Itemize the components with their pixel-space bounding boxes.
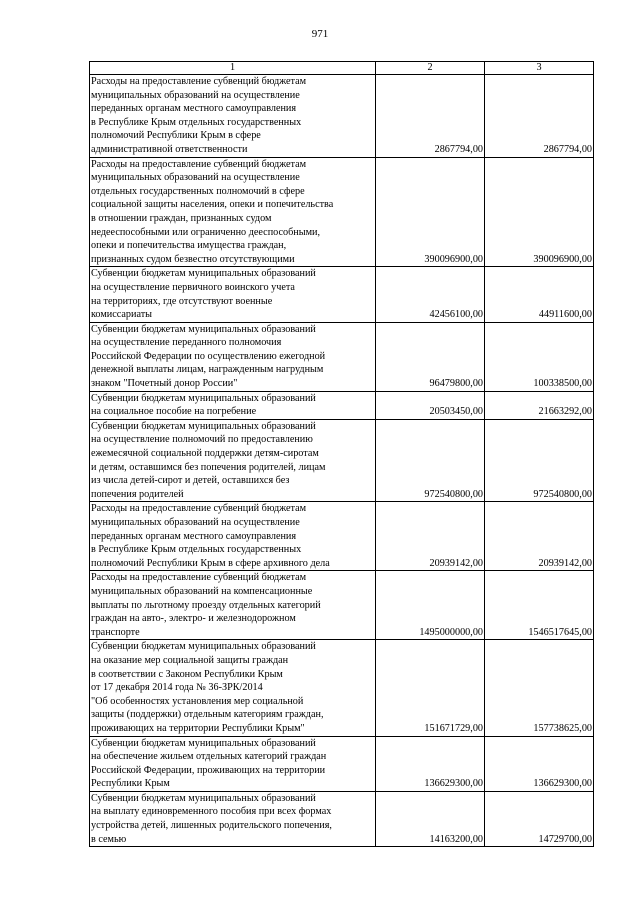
row-value-col3: 20939142,00 <box>485 502 594 571</box>
row-description: Субвенции бюджетам муниципальных образований на осуществление первичного воинского учета на территориях, где отсутствуют военные комиссариаты <box>90 267 376 322</box>
row-value-col3: 21663292,00 <box>485 391 594 419</box>
row-value-col2: 972540800,00 <box>376 419 485 502</box>
table-row <box>90 791 594 846</box>
table-row <box>90 571 594 640</box>
row-value-col3: 100338500,00 <box>485 322 594 391</box>
row-value-col3: 1546517645,00 <box>485 571 594 640</box>
table-row <box>90 322 594 391</box>
row-description: Субвенции бюджетам муниципальных образований на оказание мер социальной защиты граждан в соответствии с Законом Республики Крым от 17 декабря 2014 года № 36-ЗРК/2014 "Об особенностях установления мер социальной защиты (поддержки) отдельным категориям граждан, проживающих на территории Республики Крым" <box>90 640 376 736</box>
row-description: Расходы на предоставление субвенций бюджетам муниципальных образований на компенсационные выплаты по льготному проезду отдельных категорий граждан на авто-, электро- и железнодорожном транспорте <box>90 571 376 640</box>
row-description: Расходы на предоставление субвенций бюджетам муниципальных образований на осуществление переданных органам местного самоуправления в Республике Крым отдельных государственных полномочий Республики Крым в сфере административной ответственности <box>90 75 376 158</box>
table-row <box>90 157 594 267</box>
row-value-col3: 390096900,00 <box>485 157 594 267</box>
table-header-row <box>90 62 594 75</box>
row-description: Расходы на предоставление субвенций бюджетам муниципальных образований на осуществление отдельных государственных полномочий в сфере социальной защиты населения, опеки и попечительства в отношении граждан, признанных судом недееспособными или ограниченно дееспособными, опеки и попечительства имущества граждан, признанных судом безвестно отсутствующими <box>90 157 376 267</box>
row-value-col2: 136629300,00 <box>376 736 485 791</box>
table-row <box>90 502 594 571</box>
budget-table <box>89 61 594 847</box>
row-description: Субвенции бюджетам муниципальных образований на выплату единовременного пособия при всех формах устройства детей, лишенных родительского попечения, в семью <box>90 791 376 846</box>
table-row <box>90 391 594 419</box>
page-number: 971 <box>311 28 329 40</box>
row-description: Субвенции бюджетам муниципальных образований на осуществление переданного полномочия Российской Федерации по осуществлению ежегодной денежной выплаты лицам, награжденным нагрудным знаком "Почетный донор России" <box>90 322 376 391</box>
row-value-col3: 44911600,00 <box>485 267 594 322</box>
row-value-col2: 20503450,00 <box>376 391 485 419</box>
row-value-col2: 390096900,00 <box>376 157 485 267</box>
row-value-col3: 157738625,00 <box>485 640 594 736</box>
row-value-col2: 151671729,00 <box>376 640 485 736</box>
row-value-col2: 96479800,00 <box>376 322 485 391</box>
column-header-2: 2 <box>376 62 485 75</box>
table-row <box>90 75 594 158</box>
row-description: Субвенции бюджетам муниципальных образований на осуществление полномочий по предоставлению ежемесячной социальной поддержки детям-сиротам и детям, оставшимся без попечения родителей, лицам из числа детей-сирот и детей, оставшихся без попечения родителей <box>90 419 376 502</box>
row-description: Субвенции бюджетам муниципальных образований на социальное пособие на погребение <box>90 391 376 419</box>
row-value-col2: 1495000000,00 <box>376 571 485 640</box>
column-header-1: 1 <box>90 62 376 75</box>
table-row <box>90 640 594 736</box>
column-header-3: 3 <box>485 62 594 75</box>
row-value-col2: 20939142,00 <box>376 502 485 571</box>
table-row <box>90 736 594 791</box>
row-value-col2: 42456100,00 <box>376 267 485 322</box>
row-value-col3: 14729700,00 <box>485 791 594 846</box>
row-value-col3: 136629300,00 <box>485 736 594 791</box>
table-row <box>90 419 594 502</box>
row-value-col3: 972540800,00 <box>485 419 594 502</box>
row-value-col3: 2867794,00 <box>485 75 594 158</box>
row-value-col2: 2867794,00 <box>376 75 485 158</box>
row-value-col2: 14163200,00 <box>376 791 485 846</box>
table-row <box>90 267 594 322</box>
row-description: Субвенции бюджетам муниципальных образований на обеспечение жильем отдельных категорий граждан Российской Федерации, проживающих на территории Республики Крым <box>90 736 376 791</box>
row-description: Расходы на предоставление субвенций бюджетам муниципальных образований на осуществление переданных органам местного самоуправления в Республике Крым отдельных государственных полномочий Республики Крым в сфере архивного дела <box>90 502 376 571</box>
